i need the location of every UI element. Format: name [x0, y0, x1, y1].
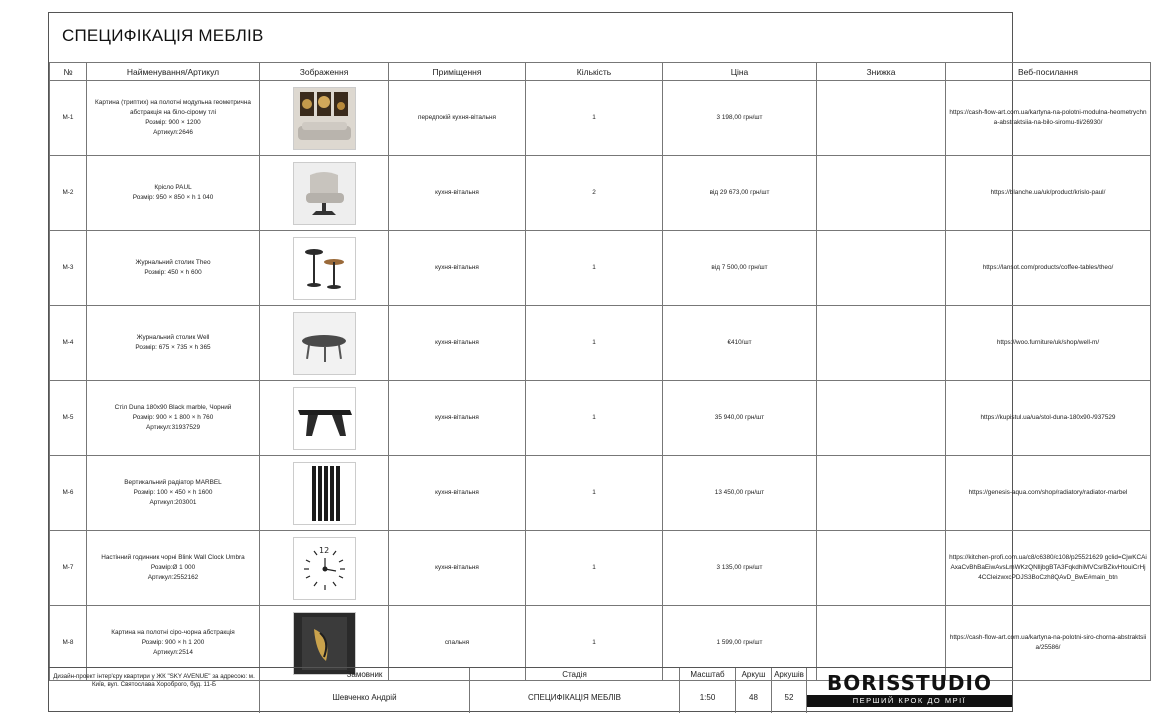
project-address: Дизайн-проект інтер'єру квартири у ЖК "SKY AVENUE" за адресою: м. Київ, вул. Святослава Хороброго, буд. 11-Б [53, 673, 255, 689]
row-price: 35 940,00 грн/шт [663, 381, 817, 456]
col-header-num: № [50, 63, 87, 81]
armchair-image [293, 162, 356, 225]
row-room: кухня-вітальня [389, 456, 526, 531]
row-discount [817, 531, 946, 606]
studio-logo [807, 672, 1012, 710]
item-name: Настінний годинник чорні Blink Wall Clock Umbra [101, 554, 245, 562]
coffee-table-image [293, 312, 356, 375]
row-discount [817, 456, 946, 531]
row-image-cell [260, 381, 389, 456]
item-name: Стіл Duna 180x90 Black marble, Чорний [114, 404, 232, 412]
row-qty: 2 [526, 156, 663, 231]
row-discount [817, 231, 946, 306]
row-image-cell [260, 531, 389, 606]
col-header-name: Найменування/Артикул [87, 63, 260, 81]
item-size: Розмір: 450 × h 600 [144, 269, 202, 276]
row-room: спальня [389, 606, 526, 681]
row-name-cell [87, 306, 260, 381]
header-row [50, 63, 1151, 81]
row-room: кухня-вітальня [389, 531, 526, 606]
col-header-image: Зображення [260, 63, 389, 81]
row-id: M-1 [50, 81, 87, 156]
stage-value: СПЕЦИФІКАЦІЯ МЕБЛІВ [469, 681, 679, 713]
row-id: M-8 [50, 606, 87, 681]
item-article: Артикул:2552162 [147, 573, 199, 581]
row-discount [817, 156, 946, 231]
row-qty: 1 [526, 231, 663, 306]
row-qty: 1 [526, 306, 663, 381]
table-row [50, 531, 1151, 606]
row-price: від 7 500,00 грн/шт [663, 231, 817, 306]
row-price: від 29 673,00 грн/шт [663, 156, 817, 231]
item-size: Розмір: 900 × 1 800 × h 760 [132, 414, 214, 422]
table-row [50, 156, 1151, 231]
row-room: передпокій кухня-вітальня [389, 81, 526, 156]
row-name-cell [87, 381, 260, 456]
item-size: Розмір:Ø 1 000 [150, 564, 196, 572]
studio-tagline: ПЕРШИЙ КРОК ДО МРІЇ [807, 695, 1012, 707]
triptych-painting-image [293, 87, 356, 150]
table-row [50, 81, 1151, 156]
abstract-painting-image [293, 612, 356, 675]
row-id: M-6 [50, 456, 87, 531]
specification-sheet [48, 12, 1147, 712]
sheet-value: 48 [735, 681, 771, 713]
col-header-qty: Кількість [526, 63, 663, 81]
row-link[interactable]: https://cash-flow-art.com.ua/kartyna-na-polotni-siro-chorna-abstraktsiia/25586/ [946, 606, 1151, 681]
row-link[interactable]: https://kupistul.ua/ua/stol-duna-180x90-/937529 [946, 381, 1151, 456]
title-block [49, 667, 1012, 713]
row-room: кухня-вітальня [389, 306, 526, 381]
item-name: Крісло PAUL [154, 184, 192, 192]
item-article: Артикул:2646 [153, 128, 193, 136]
col-header-price: Ціна [663, 63, 817, 81]
item-name: Картина на полотні сіро-чорна абстракція [111, 629, 235, 637]
sheets-value: 52 [771, 681, 807, 713]
item-name: Вертикальний радіатор MARBEL [124, 479, 222, 487]
row-price: 1 599,00 грн/шт [663, 606, 817, 681]
wall-clock-image [293, 537, 356, 600]
title-area [49, 13, 1012, 63]
customer-label: Замовник [259, 668, 469, 681]
dining-table-image [293, 387, 356, 450]
item-size: Розмір: 100 × 450 × h 1600 [133, 489, 213, 497]
radiator-image [293, 462, 356, 525]
stage-label: Стадія [469, 668, 679, 681]
scale-value: 1:50 [679, 681, 735, 713]
row-id: M-2 [50, 156, 87, 231]
side-tables-image [293, 237, 356, 300]
row-link[interactable]: https://blanche.ua/uk/product/krislo-paul/ [946, 156, 1151, 231]
row-price: €410/шт [663, 306, 817, 381]
row-link[interactable]: https://kitchen-profi.com.ua/c8/c6380/c108/p25521629 gclid=CjwKCAiAxaCvBhBaEiwAvsLmWKzQNlljbgBTA3FqkdhiMVCsrBZkvHtouiCrHj4CCleizwxcPDJS3BoCzh8QAvD_BwE#main_btn [946, 531, 1151, 606]
row-name-cell [87, 81, 260, 156]
row-id: M-5 [50, 381, 87, 456]
row-id: M-7 [50, 531, 87, 606]
row-link[interactable]: https://lansot.com/products/coffee-tables/theo/ [946, 231, 1151, 306]
row-name-cell [87, 156, 260, 231]
item-article: Артикул:203001 [149, 498, 197, 506]
row-discount [817, 381, 946, 456]
col-header-room: Приміщення [389, 63, 526, 81]
row-link[interactable]: https://cash-flow-art.com.ua/kartyna-na-polotni-modulna-heometrychna-abstraktsiia-na-bilo-siromu-tli/26930/ [946, 81, 1151, 156]
row-name-cell [87, 456, 260, 531]
row-qty: 1 [526, 531, 663, 606]
item-size: Розмір: 900 × 1200 [145, 119, 201, 126]
row-room: кухня-вітальня [389, 231, 526, 306]
studio-name: BORISSTUDIO [827, 671, 992, 695]
item-name: Журнальний столик Well [136, 334, 210, 342]
row-price: 3 198,00 грн/шт [663, 81, 817, 156]
row-id: M-3 [50, 231, 87, 306]
item-size: Розмір: 900 × h 1 200 [141, 639, 205, 647]
row-image-cell [260, 156, 389, 231]
row-qty: 1 [526, 81, 663, 156]
sheets-label: Аркушів [771, 668, 807, 681]
table-row [50, 456, 1151, 531]
item-name: Журнальний столик Theo [135, 259, 211, 267]
row-price: 3 135,00 грн/шт [663, 531, 817, 606]
row-name-cell [87, 531, 260, 606]
row-image-cell [260, 231, 389, 306]
row-qty: 1 [526, 456, 663, 531]
row-room: кухня-вітальня [389, 381, 526, 456]
spec-table [49, 62, 1151, 681]
row-price: 13 450,00 грн/шт [663, 456, 817, 531]
row-link[interactable]: https://genesis-aqua.com/shop/radiatory/radiator-marbel [946, 456, 1151, 531]
col-header-discount: Знижка [817, 63, 946, 81]
item-article: Артикул:2514 [153, 648, 193, 656]
item-name: Картина (триптих) на полотні модульна геометрична абстракція на біло-сірому тлі [95, 99, 251, 117]
row-link[interactable]: https://woo.furniture/uk/shop/well-m/ [946, 306, 1151, 381]
svg-text:12: 12 [318, 545, 329, 555]
item-article: Артикул:31937529 [145, 423, 201, 431]
row-discount [817, 306, 946, 381]
row-room: кухня-вітальня [389, 156, 526, 231]
row-discount [817, 81, 946, 156]
row-name-cell [87, 231, 260, 306]
table-row [50, 381, 1151, 456]
col-header-link: Веб-посилання [946, 63, 1151, 81]
item-size: Розмір: 675 × 735 × h 365 [135, 344, 211, 351]
item-size: Розмір: 950 × 850 × h 1 040 [132, 194, 214, 201]
row-qty: 1 [526, 381, 663, 456]
sheet-label: Аркуш [735, 668, 771, 681]
row-id: M-4 [50, 306, 87, 381]
row-image-cell [260, 81, 389, 156]
row-image-cell [260, 456, 389, 531]
table-row [50, 231, 1151, 306]
row-qty: 1 [526, 606, 663, 681]
customer-value: Шевченко Андрій [259, 681, 469, 713]
row-image-cell [260, 306, 389, 381]
page-title: СПЕЦИФІКАЦІЯ МЕБЛІВ [62, 26, 264, 45]
scale-label: Масштаб [679, 668, 735, 681]
table-row [50, 306, 1151, 381]
